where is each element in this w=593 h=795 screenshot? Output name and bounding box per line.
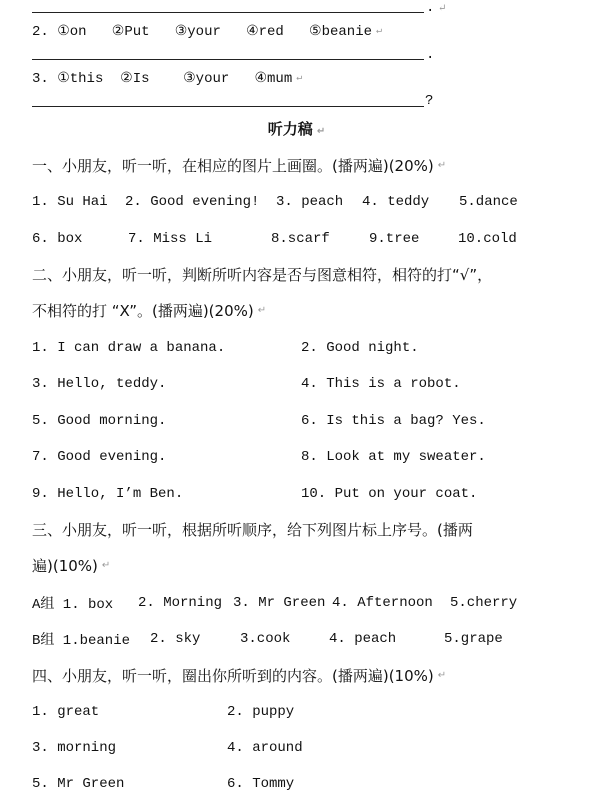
section-4-heading-text: 四、小朋友，听一听，圈出你所听到的内容。(播两遍)(10%)	[32, 666, 434, 685]
return-mark: ↵	[437, 669, 447, 681]
list-item: 10. Put on your coat.	[301, 486, 478, 502]
return-mark: ↵	[437, 159, 447, 171]
list-item: 1. great	[32, 704, 100, 720]
group-b-row	[32, 628, 572, 650]
table-row	[32, 446, 572, 468]
table-row	[32, 483, 572, 505]
list-item: 4. Afternoon	[332, 595, 433, 611]
section-1-row-1	[32, 191, 572, 213]
list-item: 2. puppy	[227, 704, 295, 720]
answer-line-3	[32, 106, 424, 107]
section-2-heading-text-1: 二、小朋友，听一听，判断所听内容是否与图意相符，相符的打“√”，	[32, 265, 493, 284]
list-item: 3. morning	[32, 740, 117, 756]
list-item: 8.scarf	[271, 231, 330, 247]
list-item: 2. Good night.	[301, 340, 419, 356]
list-item: 4. This is a robot.	[301, 376, 461, 392]
list-item: 5.grape	[444, 631, 503, 647]
question-2-text: 2. ①on ②Put ③your ④red ⑤beanie	[32, 23, 372, 40]
list-item: 9. Hello, I’m Ben.	[32, 486, 184, 502]
answer-line-2	[32, 59, 424, 60]
list-item: 5.cherry	[450, 595, 518, 611]
list-item: 2. Morning	[138, 595, 223, 611]
list-item: 9.tree	[369, 231, 420, 247]
list-item: B组 1.beanie	[32, 633, 131, 649]
return-mark: ↵	[101, 559, 111, 571]
list-item: 3.cook	[240, 631, 291, 647]
return-mark: ↵	[316, 126, 326, 137]
group-a-row	[32, 592, 572, 614]
list-item: 4. around	[227, 740, 303, 756]
section-3-heading-line-1	[32, 518, 473, 540]
list-item: 7. Good evening.	[32, 449, 167, 465]
section-4-heading	[32, 664, 446, 686]
section-3-heading-text-1: 三、小朋友，听一听，根据所听顺序，给下列图片标上序号。(播两	[32, 520, 473, 539]
list-item: 5. Good morning.	[32, 413, 167, 429]
list-item: 1. I can draw a banana.	[32, 340, 226, 356]
list-item: 5.dance	[459, 194, 518, 210]
table-row	[32, 701, 572, 723]
return-mark: ↵	[376, 26, 383, 37]
question-2-options	[32, 20, 382, 42]
line-2-end: .	[426, 47, 435, 63]
table-row	[32, 737, 572, 759]
line-3-end: ?	[425, 93, 434, 109]
list-item: 7. Miss Li	[128, 231, 213, 247]
table-row	[32, 410, 572, 432]
list-item: 4. teddy	[362, 194, 430, 210]
return-mark: ↵	[438, 3, 447, 14]
list-item: 2. sky	[150, 631, 201, 647]
return-mark: ↵	[296, 73, 303, 84]
page-title-text: 听力稿	[267, 120, 313, 138]
table-row	[32, 773, 572, 795]
list-item: 6. Tommy	[227, 776, 295, 792]
table-row	[32, 373, 572, 395]
section-3-heading-line-2	[32, 554, 110, 576]
question-3-options	[32, 67, 302, 89]
list-item: 3. peach	[276, 194, 344, 210]
line-1-end: .	[426, 0, 435, 16]
section-2-heading-text-2: 不相符的打 “X”。(播两遍)(20%)	[32, 301, 254, 320]
question-3-text: 3. ①this ②Is ③your ④mum	[32, 70, 293, 87]
list-item: 2. Good evening!	[125, 194, 260, 210]
list-item: 1. Su Hai	[32, 194, 108, 210]
list-item: 4. peach	[329, 631, 397, 647]
list-item: 6. box	[32, 231, 83, 247]
section-2-heading-line-2	[32, 299, 266, 321]
list-item: A组 1. box	[32, 597, 114, 613]
list-item: 6. Is this a bag? Yes.	[301, 413, 486, 429]
answer-line-1	[32, 12, 424, 13]
section-2-heading-line-1	[32, 263, 492, 285]
section-1-row-2	[32, 228, 572, 250]
section-3-heading-text-2: 遍)(10%)	[32, 556, 98, 575]
list-item: 8. Look at my sweater.	[301, 449, 486, 465]
list-item: 5. Mr Green	[32, 776, 125, 792]
list-item: 10.cold	[458, 231, 517, 247]
page-title	[0, 118, 593, 139]
table-row	[32, 337, 572, 359]
section-1-heading	[32, 154, 446, 176]
section-1-heading-text: 一、小朋友，听一听，在相应的图片上画圈。(播两遍)(20%)	[32, 156, 434, 175]
list-item: 3. Hello, teddy.	[32, 376, 167, 392]
list-item: 3. Mr Green	[233, 595, 326, 611]
return-mark: ↵	[257, 304, 267, 316]
